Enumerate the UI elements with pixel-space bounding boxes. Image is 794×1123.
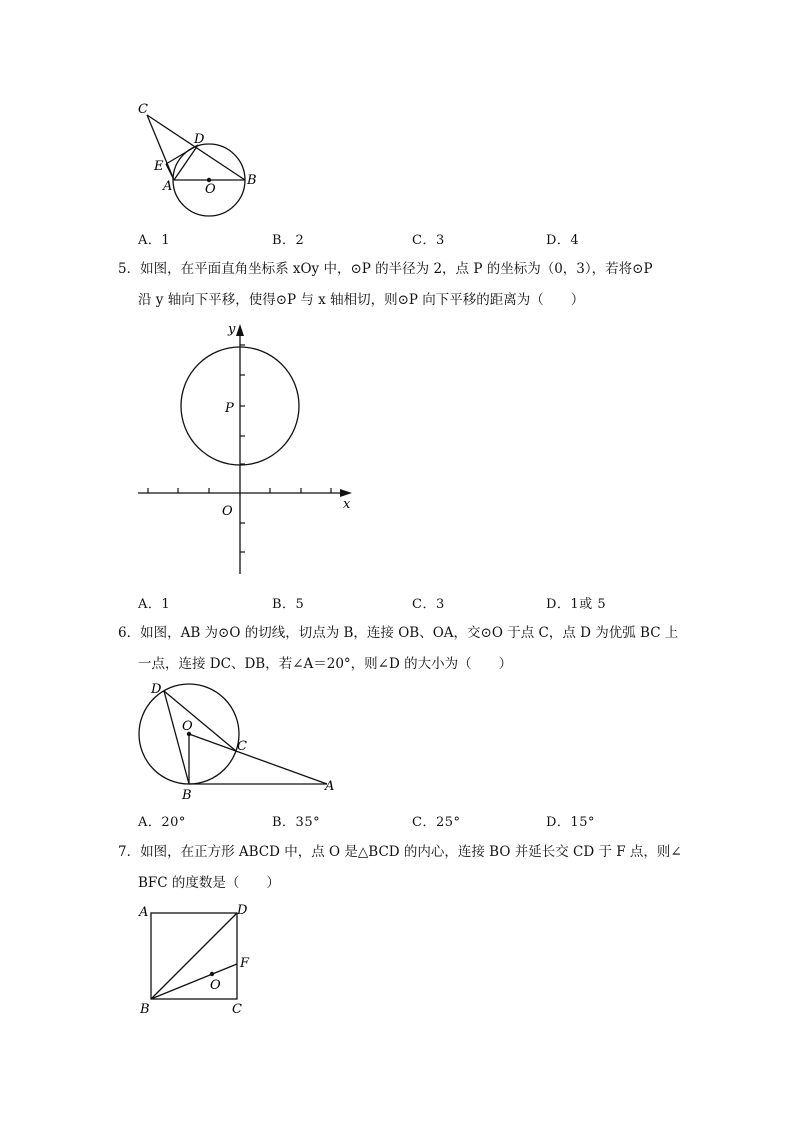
q7-text-line1: 7．如图，在正方形 ABCD 中，点 O 是△BCD 的内心，连接 BO 并延长交 CD 于 F 点，则∠ [118,844,682,860]
q4-choice-b: B．2 [272,233,305,248]
q4-label-O: O [205,182,216,197]
q4-choice-c: C．3 [412,233,445,248]
q4-choice-a: A．1 [138,233,171,248]
q5-x-arrow [340,489,352,497]
q5-choice-a: A．1 [138,597,171,612]
q6-line-OA [189,734,327,784]
q7-diagonal-BD [151,913,237,999]
q7-label-C: C [232,1002,242,1017]
q5-choice-b: B．5 [272,597,305,612]
q6-choice-b: B．35° [272,815,321,830]
q5-y-arrow [236,324,244,336]
q5-figure [134,318,356,580]
q5-choice-c: C．3 [412,597,445,612]
q7-label-F: F [240,956,250,971]
q6-label-B: B [182,788,192,802]
q5-text-line2: 沿 y 轴向下平移，使得⊙P 与 x 轴相切，则⊙P 向下平移的距离为（ ） [138,292,585,308]
q4-line-EA [166,164,174,180]
q6-figure [134,680,340,802]
q6-label-C: C [237,739,247,754]
q6-label-D: D [151,682,162,697]
q5-label-x: x [343,497,351,512]
q7-label-D: D [237,903,248,918]
q4-figure [132,98,262,218]
q6-line-DB [164,691,189,784]
q4-choice-d: D．4 [546,233,580,248]
q4-label-B: B [247,173,257,188]
q7-label-A: A [139,905,149,920]
q6-label-O: O [182,719,193,734]
q4-label-D: D [194,132,205,147]
q4-label-C: C [138,102,148,117]
q6-choice-c: C．25° [412,815,461,830]
q7-line-BF [151,964,237,999]
q4-line-ED [166,145,198,164]
q4-label-E: E [154,159,164,174]
q4-label-A: A [163,179,173,194]
q5-text-line1: 5．如图，在平面直角坐标系 xOy 中，⊙P 的半径为 2，点 P 的坐标为（0，3），若将⊙P [118,261,653,277]
q5-label-y: y [228,322,236,337]
q7-figure [134,900,258,1020]
q6-text-line2: 一点，连接 DC、DB，若∠A＝20°，则∠D 的大小为（ ） [138,656,513,672]
q7-label-O: O [210,978,221,993]
q6-label-A: A [325,779,335,794]
q5-label-O: O [222,504,233,519]
q6-choice-a: A．20° [138,815,186,830]
q7-text-line2: BFC 的度数是（ ） [138,875,280,891]
q6-choice-d: D．15° [546,815,595,830]
q7-label-B: B [140,1002,150,1017]
q6-text-line1: 6．如图，AB 为⊙O 的切线，切点为 B，连接 OB、OA，交⊙O 于点 C，点 D 为优弧 BC 上 [118,625,679,641]
q5-y-ticks [240,345,245,552]
q7-incenter-dot [210,972,214,976]
q5-choice-d: D．1或 5 [546,597,607,612]
q5-label-P: P [225,401,234,416]
